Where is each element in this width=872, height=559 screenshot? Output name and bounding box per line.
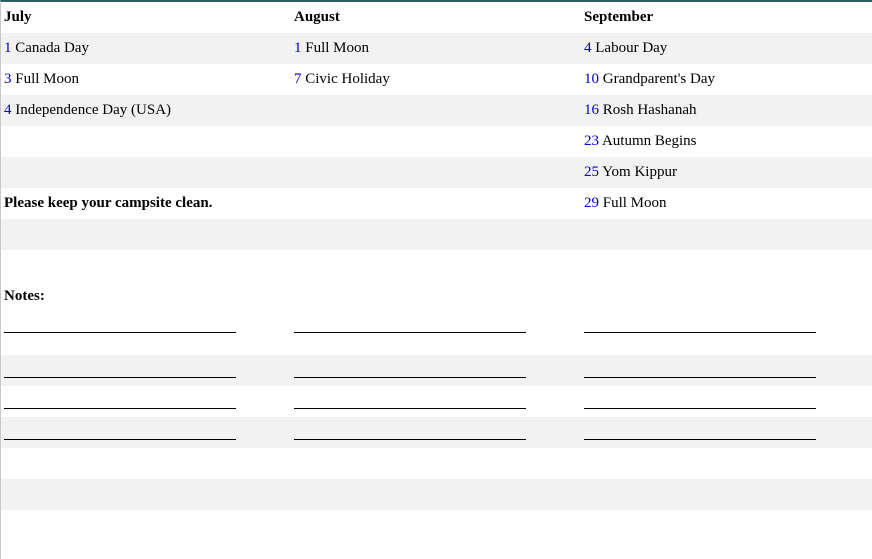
event-name: Labour Day — [595, 40, 668, 56]
note-lines-row — [1, 417, 872, 448]
event-september-5 — [584, 157, 677, 188]
calendar-sheet — [1, 2, 872, 541]
note-line — [584, 439, 816, 440]
empty-row — [1, 479, 872, 510]
event-day: 29 — [584, 195, 599, 211]
note-line — [4, 408, 236, 409]
event-day: 7 — [294, 71, 302, 87]
note-lines-row — [1, 312, 872, 343]
event-day: 1 — [4, 40, 12, 56]
note-line — [294, 332, 526, 333]
note-line — [584, 332, 816, 333]
event-day: 25 — [584, 164, 599, 180]
note-lines-row — [1, 386, 872, 417]
spacer-row — [1, 343, 872, 355]
event-day: 1 — [294, 40, 302, 56]
month-header-july: July — [4, 9, 32, 25]
event-row — [1, 126, 872, 157]
event-july-2 — [4, 64, 79, 95]
event-name: Full Moon — [305, 40, 370, 56]
event-row — [1, 64, 872, 95]
empty-row — [1, 219, 872, 250]
event-july-3 — [4, 95, 171, 126]
event-july-1 — [4, 33, 89, 64]
note-line — [4, 332, 236, 333]
note-line — [294, 439, 526, 440]
empty-row — [1, 510, 872, 541]
event-name: Full Moon — [602, 195, 667, 211]
empty-row — [1, 448, 872, 479]
event-day: 23 — [584, 133, 599, 149]
event-day: 10 — [584, 71, 599, 87]
note-line — [584, 377, 816, 378]
month-header-september: September — [584, 9, 654, 25]
notes-label: Notes: — [4, 288, 45, 304]
event-day: 4 — [4, 102, 12, 118]
event-september-3 — [584, 95, 697, 126]
empty-row — [1, 250, 872, 281]
note-line — [4, 439, 236, 440]
event-september-4 — [584, 126, 697, 157]
event-august-2 — [294, 64, 390, 95]
note-line — [294, 408, 526, 409]
event-day: 3 — [4, 71, 12, 87]
note-line — [4, 377, 236, 378]
event-september-2 — [584, 64, 715, 95]
campsite-reminder: Please keep your campsite clean. — [4, 195, 213, 211]
event-september-1 — [584, 33, 667, 64]
event-day: 4 — [584, 40, 592, 56]
event-name: Canada Day — [15, 40, 89, 56]
event-september-6 — [584, 188, 667, 219]
event-name: Grandparent's Day — [602, 71, 715, 87]
month-header-row — [1, 2, 872, 33]
note-line — [584, 408, 816, 409]
event-name: Rosh Hashanah — [602, 102, 697, 118]
event-day: 16 — [584, 102, 599, 118]
event-name: Autumn Begins — [601, 133, 697, 149]
month-header-august: August — [294, 9, 340, 25]
note-lines-row — [1, 355, 872, 386]
event-row — [1, 95, 872, 126]
event-row — [1, 157, 872, 188]
event-name: Yom Kippur — [602, 164, 677, 180]
note-line — [294, 377, 526, 378]
event-name: Civic Holiday — [305, 71, 390, 87]
event-row — [1, 188, 872, 219]
event-august-1 — [294, 33, 369, 64]
event-name: Independence Day (USA) — [15, 102, 172, 118]
event-row — [1, 33, 872, 64]
notes-label-row — [1, 281, 872, 312]
event-name: Full Moon — [15, 71, 80, 87]
